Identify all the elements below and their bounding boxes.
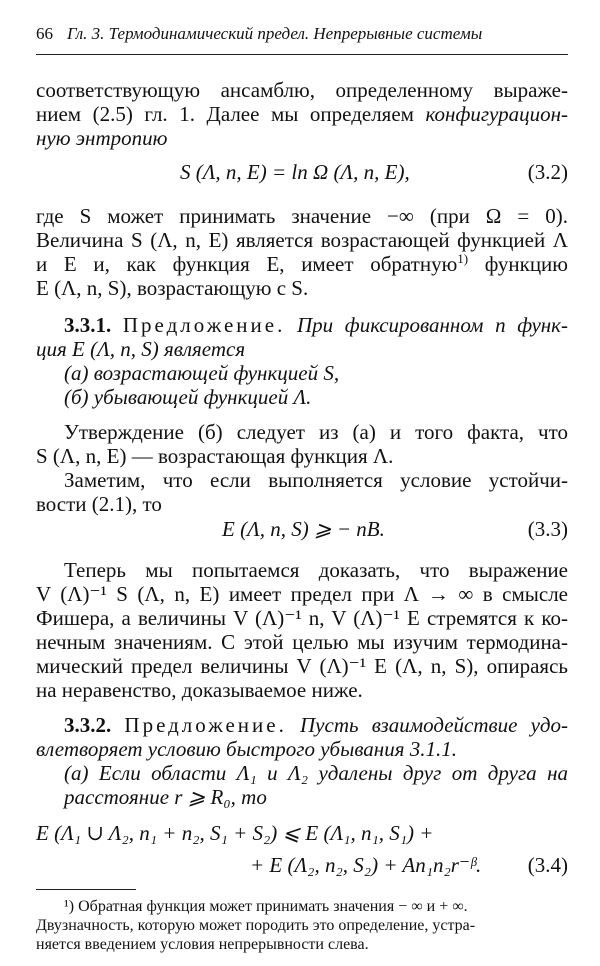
footnote-line: ¹) Обратная функция может принимать значения − ∞ и + ∞.: [64, 898, 468, 915]
equation-3-4-line-2: + E (Λ₂, n₂, S₂) + An₁n₂r⁻ᵝ.: [250, 853, 482, 877]
equation-number: (3.3): [527, 517, 568, 541]
running-header: [36, 24, 568, 44]
text-line: влетворяет условию быстрого убывания 3.1.1.: [36, 737, 457, 761]
text-line: мический предел величины V (Λ)⁻¹ E (Λ, n, S), опираясь: [36, 654, 568, 678]
text-line: [36, 102, 568, 127]
text-line: Теперь мы попытаемся доказать, что выражение: [64, 558, 568, 582]
text-line: Утверждение (б) следует из (a) и того факта, что: [64, 420, 568, 444]
text-line: E (Λ, n, S), возрастающую с S.: [36, 276, 309, 300]
text-line: на неравенство, доказываемое ниже.: [36, 678, 363, 702]
text-line: соответствующую ансамблю, определенному выраже-: [36, 78, 568, 102]
footnote-marker: 1): [457, 251, 469, 266]
proposition-number: 3.3.2.: [64, 713, 112, 737]
list-item: (б) убывающей функцией Λ.: [64, 385, 312, 409]
text-line: Фишера, а величины V (Λ)⁻¹ n, V (Λ)⁻¹ E стремятся к ко-: [36, 606, 568, 630]
equation-number: (3.4): [527, 853, 568, 877]
text-line: Величина S (Λ, n, E) является возрастающей функцией Λ: [36, 228, 568, 252]
text-span: функцию: [468, 252, 568, 276]
text-line: S (Λ, n, E) — возрастающая функция Λ.: [36, 444, 394, 468]
term-configurational-entropy: конфигурацион-: [425, 102, 568, 126]
text-line: V (Λ)⁻¹ S (Λ, n, E) имеет предел при Λ → ∞ в смысле: [36, 582, 568, 606]
list-item: (a) Если области Λ₁ и Λ₂ удалены друг от друга на: [64, 761, 568, 785]
footnote-rule: [36, 889, 136, 890]
header-rule: [36, 54, 568, 55]
text-line: ную энтропию: [36, 126, 168, 150]
text-line: ция E (Λ, n, S) является: [36, 337, 246, 361]
proposition-heading: [36, 313, 568, 338]
list-item: (a) возрастающей функцией S,: [64, 361, 340, 385]
text-line: нечным значениям. С этой целью мы изучим термодина-: [36, 630, 568, 654]
text-line: вости (2.1), то: [36, 492, 162, 516]
footnote-line: Двузначность, которую может породить это определение, устра-: [36, 917, 476, 934]
proposition-text: При фиксированном n функ-: [296, 313, 568, 337]
equation-3-4-line-1: E (Λ₁ ∪ Λ₂, n₁ + n₂, S₁ + S₂) ⩽ E (Λ₁, n₁, S₁) +: [36, 821, 434, 845]
text-line: расстояние r ⩾ R₀, то: [64, 785, 267, 809]
equation-number: (3.2): [527, 160, 568, 184]
footnote-line: няется введением условия непрерывности слева.: [36, 936, 369, 953]
proposition-heading: [36, 713, 568, 738]
proposition-word: Предложение.: [122, 313, 286, 337]
proposition-number: 3.3.1.: [64, 313, 112, 337]
equation-3-3: E (Λ, n, S) ⩾ − nB.: [222, 517, 385, 541]
equation-3-2: S (Λ, n, E) = ln Ω (Λ, n, E),: [180, 160, 410, 184]
text-line: Заметим, что если выполняется условие устойчи-: [64, 468, 568, 492]
text-line: где S может принимать значение −∞ (при Ω = 0).: [36, 204, 568, 228]
text-span: и E и, как функция E, имеет обратную: [36, 252, 458, 276]
proposition-word: Предложение.: [124, 713, 287, 737]
text-line: [36, 252, 568, 277]
text-span: нием (2.5) гл. 1. Далее мы определяем: [36, 102, 426, 126]
running-title: Гл. 3. Термодинамический предел. Непрерывные системы: [67, 24, 483, 43]
page-number: 66: [36, 24, 53, 43]
proposition-text: Пусть взаимодействие удо-: [300, 713, 569, 737]
